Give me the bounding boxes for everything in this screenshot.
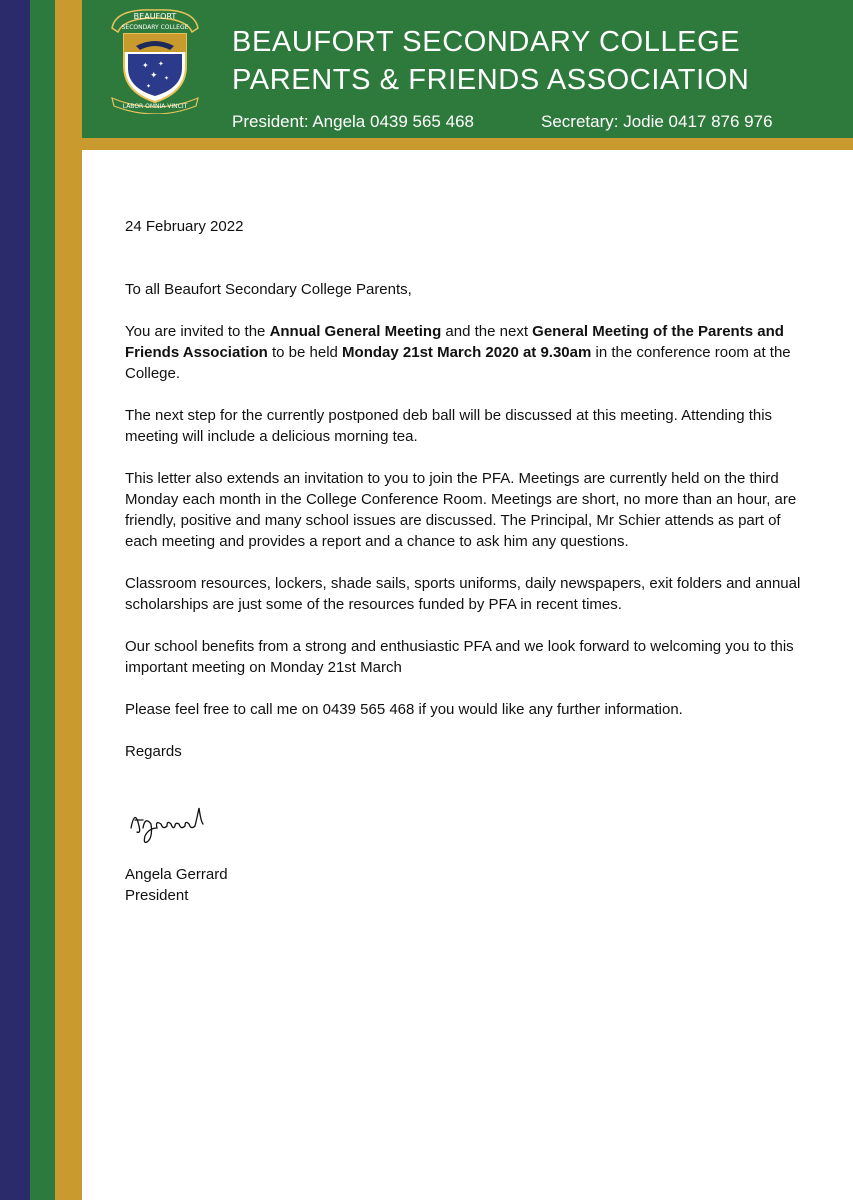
benefits-paragraph: Our school benefits from a strong and enthusiastic PFA and we look forward to welcoming you to this important meeting on Monday 21st March xyxy=(125,638,794,676)
closing-regards: Regards xyxy=(125,743,182,760)
svg-text:✦: ✦ xyxy=(164,76,170,82)
college-crest-logo xyxy=(106,6,204,114)
letter-body xyxy=(125,216,815,906)
signatory-name: Angela Gerrard xyxy=(125,866,228,883)
svg-text:✦: ✦ xyxy=(158,61,164,68)
letterhead-title-line-2: PARENTS & FRIENDS ASSOCIATION xyxy=(232,64,750,96)
svg-text:✦: ✦ xyxy=(150,70,158,80)
letter-date: 24 February 2022 xyxy=(125,218,244,235)
invitation-paragraph xyxy=(125,321,815,384)
invitation-text-4: in the conference room at the College. xyxy=(125,344,791,382)
svg-text:✦: ✦ xyxy=(146,84,152,90)
secretary-contact: Secretary: Jodie 0417 876 976 xyxy=(541,112,773,131)
contact-paragraph: Please feel free to call me on 0439 565 468 if you would like any further information. xyxy=(125,701,683,718)
invitation-text-3: to be held xyxy=(267,344,343,361)
meeting-datetime-emphasis: Monday 21st March 2020 at 9.30am xyxy=(342,344,592,361)
left-stripe-gold xyxy=(55,0,82,1200)
letterhead-gold-rule xyxy=(82,138,853,150)
president-contact: President: Angela 0439 565 468 xyxy=(232,112,474,131)
invitation-text-2: and the next xyxy=(441,323,533,340)
salutation: To all Beaufort Secondary College Parents, xyxy=(125,281,412,298)
crest-banner-top-text: BEAUFORT xyxy=(133,12,177,21)
left-stripe-navy xyxy=(0,0,30,1200)
crest-banner-mid-text: SECONDARY COLLEGE xyxy=(121,24,189,31)
agm-emphasis: Annual General Meeting xyxy=(269,323,442,340)
deb-ball-paragraph: The next step for the currently postponed deb ball will be discussed at this meeting. Attending this meeting will include a delicious morning tea. xyxy=(125,407,773,445)
letterhead-banner xyxy=(82,0,853,138)
letterhead-title-line-1: BEAUFORT SECONDARY COLLEGE xyxy=(232,26,741,58)
resources-paragraph: Classroom resources, lockers, shade sails, sports uniforms, daily newspapers, exit folders and annual scholarships are just some of the resources funded by PFA in recent times. xyxy=(125,575,801,613)
svg-text:✦: ✦ xyxy=(142,61,149,70)
invitation-text-1: You are invited to the xyxy=(125,323,270,340)
join-pfa-paragraph: This letter also extends an invitation to you to join the PFA. Meetings are currently held on the third Monday each month in the College Conference Room. Meetings are short, no more than an hour, are friendly, positive and many school issues are discussed. The Principal, Mr Schier attends as part of each meeting and provides a report and a chance to ask him any questions. xyxy=(125,470,797,550)
left-stripe-green xyxy=(30,0,55,1200)
general-meeting-emphasis: General Meeting of the Parents and Friends Association xyxy=(125,323,784,361)
handwritten-signature xyxy=(125,798,215,848)
signatory-role: President xyxy=(125,887,189,904)
crest-motto-text: LABOR OMNIA VINCIT xyxy=(122,103,188,110)
